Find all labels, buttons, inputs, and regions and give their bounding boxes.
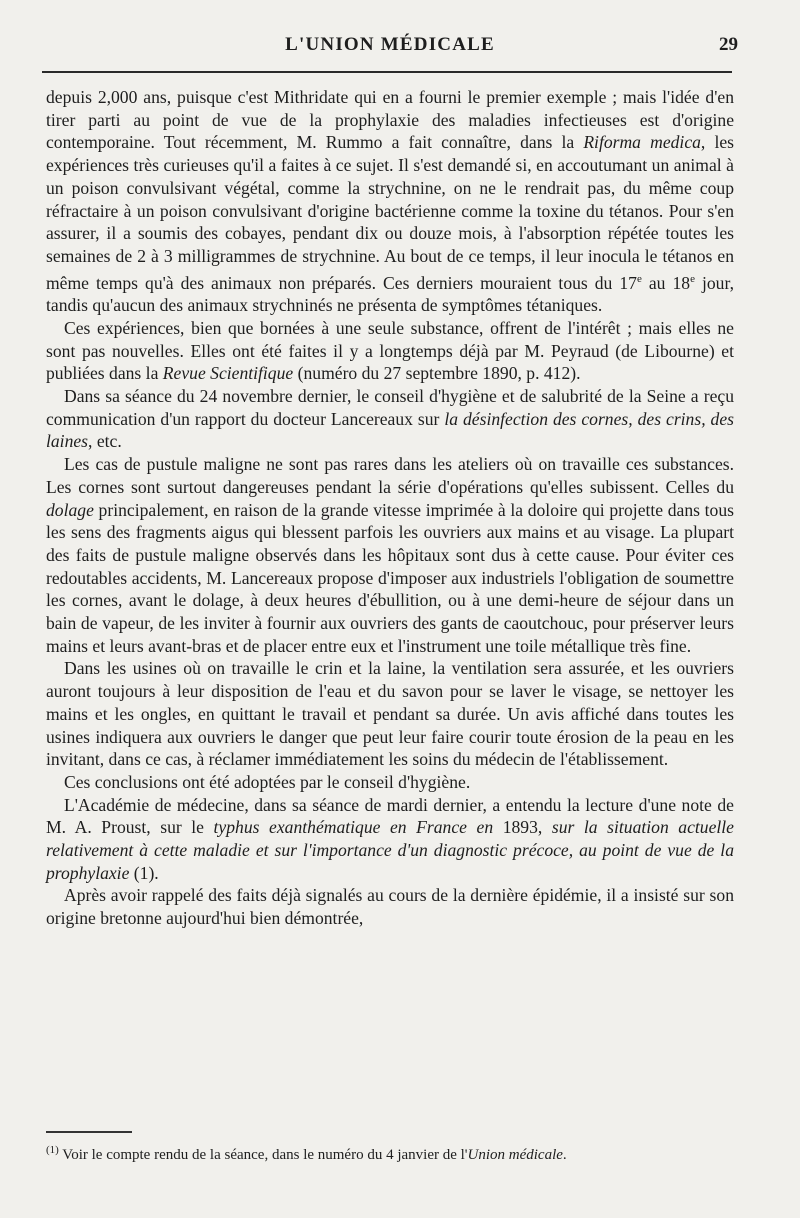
header-rule (42, 71, 732, 73)
text-run: (numéro du 27 septembre 1890, p. 412). (293, 363, 581, 384)
text-run: au 18 (641, 272, 691, 293)
footnote-end: . (562, 1147, 567, 1163)
running-header (40, 32, 740, 66)
paragraph (46, 317, 734, 385)
text-run: Après avoir rappelé des faits déjà signalés au cours de la dernière épidémie, il a insisté sur son origine bretonne aujourd'hui bien démontrée, (46, 885, 734, 929)
text-run: 1893, (493, 817, 552, 838)
paragraph (46, 771, 734, 794)
paragraph (46, 657, 734, 771)
text-run: principalement, en raison de la grande vitesse imprimée à la doloire qui projette dans tous les sens des fragments aigus qui blessent parfois les ouvriers aux mains et au visage. La plupart des faits de pustule maligne observés dans les hôpitaux sont dus à cette cause. Pour éviter ces redoutables accidents, M. Lancereaux propose d'imposer aux industriels l'obligation de soumettre les cornes, avant le dolage, à deux heures d'ébullition, ou à une demi-heure de séjour dans un bain de vapeur, de les inviter à fournir aux ouvriers des gants de caoutchouc, pour préserver leurs mains et leurs avant-bras et de placer entre eux et l'instrument une toile métallique très fine. (46, 499, 734, 656)
text-run: depuis 2,000 ans, puisque c'est Mithridate qui en a fourni le premier exemple ; mais l'idée d'en tirer parti au point de vue de la prophylaxie des maladies infectieuses est d'origine contemporaine. Tout récemment, M. Rummo a fait connaître, dans la (46, 87, 734, 153)
text-run: Ces conclusions ont été adoptées par le conseil d'hygiène. (64, 771, 471, 792)
superscript: e (636, 272, 642, 285)
footnote-marker: (1) (46, 1144, 59, 1156)
page-number: 29 (719, 34, 738, 55)
paragraph (46, 794, 734, 885)
text-run: jour, tandis qu'aucun des animaux strychninés ne présenta de symptômes tétaniques. (46, 272, 734, 316)
text-run: , etc. (88, 431, 122, 452)
text-run: L'Académie de médecine, dans sa séance de mardi dernier, a entendu la lecture d'une note de M. A. Proust, sur le (46, 794, 734, 838)
paragraph (46, 453, 734, 657)
paragraph (46, 385, 734, 453)
italic-text: Riforma medica (583, 132, 701, 153)
italic-text: Revue Scientifique (162, 363, 294, 384)
paragraph (46, 86, 734, 317)
superscript: e (690, 272, 695, 285)
footnote-journal: Union médicale (467, 1147, 563, 1163)
text-run: , les expériences très curieuses qu'il a faites à ce sujet. Il s'est demandé si, en accoutumant un animal à un poison convulsivant végétal, comme la strychnine, on ne le rendrait pas, du même coup réfractaire à un poison convulsivant d'origine bactérienne comme la toxine du tétanos. Pour s'en assurer, il a soumis des cobayes, pendant dix ou douze mois, à l'absorption répétée toutes les semaines de 2 à 3 milligrammes de strychnine. Au bout de ce temps, il leur inocula le tétanos en même temps qu'à des animaux non préparés. Ces derniers mouraient tous du 17 (46, 132, 734, 293)
journal-title: L'UNION MÉDICALE (285, 34, 495, 55)
text-run: Dans les usines où on travaille le crin et la laine, la ventilation sera assurée, et les ouvriers auront toujours à leur disposition de l'eau et du savon pour se laver le visage, se nettoyer les mains et les ongles, en quittant le travail et pendant sa durée. Un avis affiché dans toutes les usines indiquera aux ouvriers le danger que peut leur faire courir toute érosion de la peau en les invitant, dans ce cas, à réclamer immédiatement les soins du médecin de l'établissement. (46, 658, 734, 770)
footnote-rule (46, 1131, 132, 1133)
footnote (46, 1141, 734, 1164)
text-run: Les cas de pustule maligne ne sont pas rares dans les ateliers où on travaille ces substances. Les cornes sont surtout dangereuses pendant la série d'opérations qu'elles subissent. Celles du (46, 454, 734, 497)
italic-text: la désinfection des cornes, des crins, des laines (46, 408, 734, 452)
text-run: Dans sa séance du 24 novembre dernier, le conseil d'hygiène et de salubrité de la Seine a reçu communication d'un rapport du docteur Lancereaux sur (46, 386, 734, 429)
italic-text: dolage (46, 499, 94, 520)
paragraph (46, 884, 734, 929)
footnote-text: Voir le compte rendu de la séance, dans le numéro du 4 janvier de l' (58, 1147, 468, 1163)
text-run: Ces expériences, bien que bornées à une seule substance, offrent de l'intérêt ; mais elles ne sont pas nouvelles. Elles ont été faites il y a longtemps déjà par M. Peyraud (de Libourne) et publiées dans la (46, 317, 734, 384)
text-run: (1). (129, 862, 159, 883)
article-body (46, 86, 734, 930)
italic-text: sur la situation actuelle relativement à cette maladie et sur l'importance d'un diagnostic précoce, au point de vue de la prophylaxie (46, 817, 734, 883)
italic-text: typhus exanthématique en France en (213, 817, 494, 838)
